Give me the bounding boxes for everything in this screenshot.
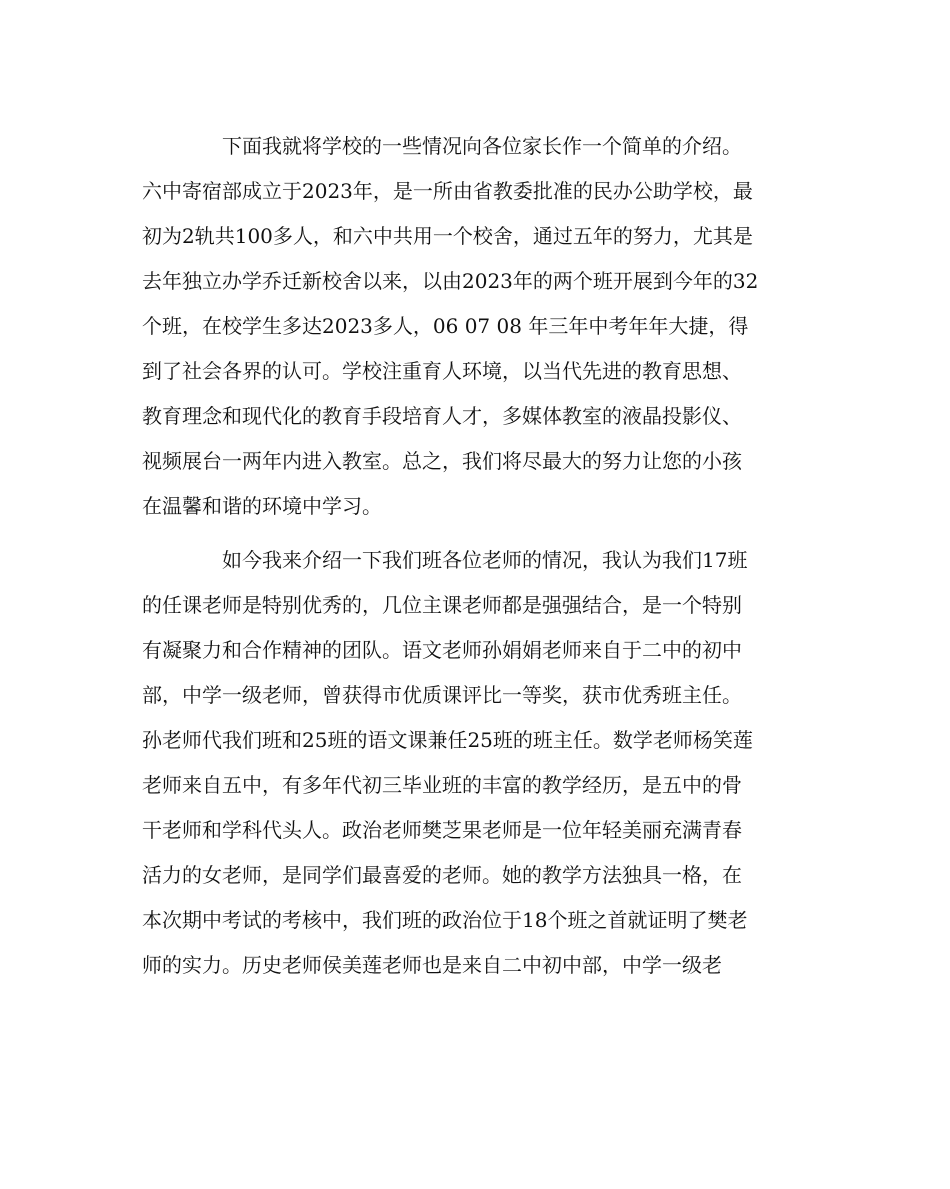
text-line: 师的实力。历史老师侯美莲老师也是来自二中初中部，中学一级老 bbox=[142, 953, 722, 977]
text-line: 下面我就将学校的一些情况向各位家长作一个简单的介绍。 bbox=[222, 134, 742, 158]
paragraph-spacer bbox=[142, 529, 822, 538]
text-line: 六中寄宿部成立于2023年，是一所由省教委批准的民办公助学校，最 bbox=[142, 179, 753, 203]
text-line: 视频展台一两年内进入教室。总之，我们将尽最大的努力让您的小孩 bbox=[142, 449, 742, 473]
text-line: 个班，在校学生多达2023多人，06 07 08 年三年中考年年大捷，得 bbox=[142, 314, 749, 338]
text-line: 如今我来介绍一下我们班各位老师的情况，我认为我们17班 bbox=[222, 548, 748, 572]
text-line: 干老师和学科代头人。政治老师樊芝果老师是一位年轻美丽充满青春 bbox=[142, 818, 742, 842]
text-line: 有凝聚力和合作精神的团队。语文老师孙娟娟老师来自于二中的初中 bbox=[142, 638, 742, 662]
paragraph-teacher-intro bbox=[142, 538, 822, 988]
paragraph-school-intro bbox=[142, 124, 822, 529]
text-line: 本次期中考试的考核中，我们班的政治位于18个班之首就证明了樊老 bbox=[142, 908, 748, 932]
text-line: 在温馨和谐的环境中学习。 bbox=[142, 494, 382, 518]
text-line: 老师来自五中，有多年代初三毕业班的丰富的教学经历，是五中的骨 bbox=[142, 773, 742, 797]
text-line: 活力的女老师，是同学们最喜爱的老师。她的教学方法独具一格，在 bbox=[142, 863, 742, 887]
text-line: 教育理念和现代化的教育手段培育人才，多媒体教室的液晶投影仪、 bbox=[142, 404, 742, 428]
text-line: 部，中学一级老师，曾获得市优质课评比一等奖，获市优秀班主任。 bbox=[142, 683, 742, 707]
text-line: 去年独立办学乔迁新校舍以来，以由2023年的两个班开展到今年的32 bbox=[142, 269, 759, 293]
text-line: 初为2轨共100多人，和六中共用一个校舍，通过五年的努力，尤其是 bbox=[142, 224, 753, 248]
document-body bbox=[142, 124, 822, 988]
text-line: 孙老师代我们班和25班的语文课兼任25班的班主任。数学老师杨笑莲 bbox=[142, 728, 753, 752]
text-line: 到了社会各界的认可。学校注重育人环境，以当代先进的教育思想、 bbox=[142, 359, 742, 383]
text-line: 的任课老师是特别优秀的，几位主课老师都是强强结合，是一个特别 bbox=[142, 593, 742, 617]
